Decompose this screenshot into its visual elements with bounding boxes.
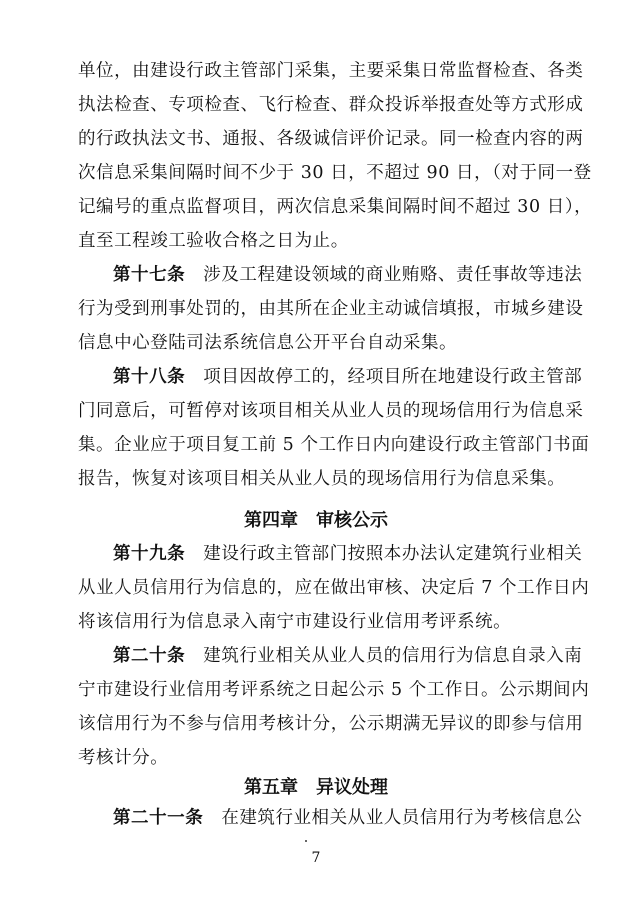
article-18-first-line bbox=[113, 364, 586, 390]
text-line: 行为受到刑事处罚的，由其所在企业主动诚信填报，市城乡建设 bbox=[78, 299, 584, 319]
text-line: 该信用行为不参与信用考核计分，公示期满无异议的即参与信用 bbox=[78, 714, 584, 734]
article-label: 第十八条 bbox=[113, 367, 186, 387]
text-line: 次信息采集间隔时间不少于 30 日，不超过 90 日，（对于同一登 bbox=[78, 163, 592, 183]
article-text: 涉及工程建设领域的商业贿赂、责任事故等违法 bbox=[203, 265, 583, 285]
article-19-first-line bbox=[113, 541, 586, 567]
text-line: 集。企业应于项目复工前 5 个工作日内向建设行政主管部门书面 bbox=[78, 435, 590, 455]
text-line: 宁市建设行业信用考评系统之日起公示 5 个工作日。公示期间内 bbox=[78, 680, 590, 700]
article-label: 第十九条 bbox=[113, 544, 186, 564]
scan-speck bbox=[305, 840, 307, 842]
text-line: 记编号的重点监督项目，两次信息采集间隔时间不超过 30 日）， bbox=[78, 197, 593, 217]
article-text: 在建筑行业相关从业人员信用行为考核信息公 bbox=[221, 808, 583, 828]
text-line: 从业人员信用行为信息的，应在做出审核、决定后 7 个工作日内 bbox=[78, 578, 590, 598]
article-17-first-line bbox=[113, 262, 586, 288]
text-line: 信息中心登陆司法系统信息公开平台自动采集。 bbox=[78, 333, 458, 353]
article-text: 建设行政主管部门按照本办法认定建筑行业相关 bbox=[203, 544, 583, 564]
article-20-first-line bbox=[113, 643, 586, 669]
text-line: 直至工程竣工验收合格之日为止。 bbox=[78, 231, 349, 251]
chapter-heading: 第四章 审核公示 bbox=[244, 510, 388, 531]
text-line: 将该信用行为信息录入南宁市建设行业信用考评系统。 bbox=[78, 612, 512, 632]
text-line: 门同意后，可暂停对该项目相关从业人员的现场信用行为信息采 bbox=[78, 401, 584, 421]
chapter-heading: 第五章 异议处理 bbox=[244, 777, 388, 798]
article-text: 建筑行业相关从业人员的信用行为信息自录入南 bbox=[203, 646, 583, 666]
article-21-first-line bbox=[113, 805, 586, 831]
article-label: 第二十条 bbox=[113, 646, 186, 666]
article-label: 第十七条 bbox=[113, 265, 186, 285]
text-line: 执法检查、专项检查、飞行检查、群众投诉举报查处等方式形成 bbox=[78, 95, 584, 115]
text-line: 的行政执法文书、通报、各级诚信评价记录。同一检查内容的两 bbox=[78, 129, 584, 149]
text-line: 考核计分。 bbox=[78, 748, 169, 768]
article-label: 第二十一条 bbox=[113, 808, 204, 828]
article-text: 项目因故停工的，经项目所在地建设行政主管部 bbox=[203, 367, 583, 387]
text-line: 单位，由建设行政主管部门采集，主要采集日常监督检查、各类 bbox=[78, 61, 584, 81]
text-line: 报告，恢复对该项目相关从业人员的现场信用行为信息采集。 bbox=[78, 469, 566, 489]
page-number: 7 bbox=[311, 850, 321, 866]
